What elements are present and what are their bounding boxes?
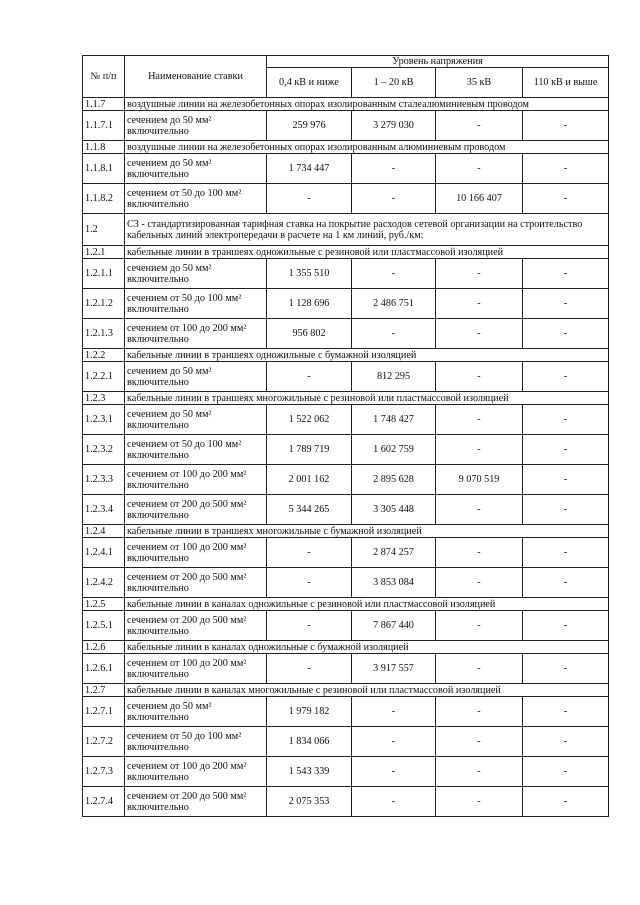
rate-value: 3 305 448 [352, 495, 436, 525]
rate-value: - [267, 568, 352, 598]
rate-value: 2 001 162 [267, 465, 352, 495]
header-level-3: 110 кВ и выше [523, 68, 609, 98]
rate-value: 1 979 182 [267, 697, 352, 727]
rate-value: - [523, 184, 609, 214]
rate-value: - [436, 697, 523, 727]
rate-value: - [523, 495, 609, 525]
table-header [83, 56, 609, 98]
group-title: кабельные линии в каналах многожильные с резиновой или пластмассовой изоляцией [125, 684, 609, 697]
table-body [83, 98, 609, 817]
row-number: 1.2.1.1 [83, 259, 125, 289]
rate-value: 1 355 510 [267, 259, 352, 289]
rate-value: - [523, 319, 609, 349]
row-number: 1.2.2.1 [83, 362, 125, 392]
rate-value: 1 522 062 [267, 405, 352, 435]
row-number: 1.2.6.1 [83, 654, 125, 684]
header-level-2: 35 кВ [436, 68, 523, 98]
row-number: 1.1.8 [83, 141, 125, 154]
rate-value: - [352, 787, 436, 817]
rate-value: - [352, 757, 436, 787]
rate-value: 1 602 759 [352, 435, 436, 465]
row-number: 1.2.1 [83, 246, 125, 259]
rate-name: сечением до 50 мм² включительно [125, 154, 267, 184]
group-row [83, 349, 609, 362]
table-row [83, 289, 609, 319]
rate-value: - [436, 111, 523, 141]
rate-value: 2 895 628 [352, 465, 436, 495]
table-row [83, 435, 609, 465]
row-number: 1.2.6 [83, 641, 125, 654]
rate-value: 3 853 084 [352, 568, 436, 598]
tariff-table [82, 55, 609, 817]
rate-value: - [523, 611, 609, 641]
table-row [83, 319, 609, 349]
row-number: 1.2.7.2 [83, 727, 125, 757]
rate-value: 2 874 257 [352, 538, 436, 568]
header-level-0: 0,4 кВ и ниже [267, 68, 352, 98]
table-row [83, 654, 609, 684]
table-row [83, 259, 609, 289]
row-number: 1.2.1.2 [83, 289, 125, 319]
rate-value: - [436, 435, 523, 465]
rate-name: сечением до 50 мм² включительно [125, 362, 267, 392]
rate-value: - [267, 362, 352, 392]
rate-value: 812 295 [352, 362, 436, 392]
table-row [83, 568, 609, 598]
rate-value: - [523, 405, 609, 435]
table-row [83, 405, 609, 435]
rate-value: - [523, 259, 609, 289]
rate-value: - [523, 289, 609, 319]
section-title: С3 - стандартизированная тарифная ставка на покрытие расходов сетевой организации на строительство кабельных линий электропередачи в расчете на 1 км линий, руб./км: [125, 214, 609, 246]
row-number: 1.1.7.1 [83, 111, 125, 141]
table-row [83, 757, 609, 787]
rate-value: - [352, 154, 436, 184]
group-title: кабельные линии в траншеях многожильные с резиновой или пластмассовой изоляцией [125, 392, 609, 405]
rate-name: сечением до 50 мм² включительно [125, 111, 267, 141]
rate-value: - [352, 727, 436, 757]
group-title: кабельные линии в траншеях одножильные с бумажной изоляцией [125, 349, 609, 362]
rate-value: - [436, 362, 523, 392]
row-number: 1.2.4.2 [83, 568, 125, 598]
rate-value: - [523, 757, 609, 787]
rate-value: 1 128 696 [267, 289, 352, 319]
rate-value: 1 834 066 [267, 727, 352, 757]
rate-value: 1 543 339 [267, 757, 352, 787]
rate-value: - [436, 727, 523, 757]
rate-name: сечением от 50 до 100 мм² включительно [125, 435, 267, 465]
header-num: № п/п [83, 56, 125, 98]
rate-value: - [436, 787, 523, 817]
row-number: 1.2.4 [83, 525, 125, 538]
group-title: кабельные линии в каналах одножильные с резиновой или пластмассовой изоляцией [125, 598, 609, 611]
rate-value: - [523, 435, 609, 465]
rate-value: - [436, 757, 523, 787]
row-number: 1.2.3 [83, 392, 125, 405]
rate-name: сечением от 200 до 500 мм² включительно [125, 611, 267, 641]
row-number: 1.2.7.4 [83, 787, 125, 817]
rate-name: сечением от 50 до 100 мм² включительно [125, 289, 267, 319]
rate-value: 3 917 557 [352, 654, 436, 684]
row-number: 1.2.3.1 [83, 405, 125, 435]
table-row [83, 362, 609, 392]
rate-value: 10 166 407 [436, 184, 523, 214]
row-number: 1.2 [83, 214, 125, 246]
rate-value: - [523, 362, 609, 392]
rate-value: - [523, 697, 609, 727]
rate-value: - [436, 259, 523, 289]
rate-value: - [267, 611, 352, 641]
row-number: 1.2.3.4 [83, 495, 125, 525]
rate-value: - [352, 697, 436, 727]
rate-value: - [436, 289, 523, 319]
rate-name: сечением от 100 до 200 мм² включительно [125, 319, 267, 349]
group-row [83, 684, 609, 697]
table-row [83, 111, 609, 141]
rate-value: - [523, 727, 609, 757]
rate-value: - [523, 654, 609, 684]
rate-value: - [436, 538, 523, 568]
rate-value: - [267, 654, 352, 684]
rate-value: 2 075 353 [267, 787, 352, 817]
row-number: 1.2.7 [83, 684, 125, 697]
rate-value: 3 279 030 [352, 111, 436, 141]
table-row [83, 465, 609, 495]
rate-name: сечением до 50 мм² включительно [125, 259, 267, 289]
rate-value: 9 070 519 [436, 465, 523, 495]
row-number: 1.2.3.2 [83, 435, 125, 465]
row-number: 1.2.2 [83, 349, 125, 362]
group-title: воздушные линии на железобетонных опорах изолированным алюминиевым проводом [125, 141, 609, 154]
rate-value: - [523, 787, 609, 817]
row-number: 1.2.3.3 [83, 465, 125, 495]
rate-value: - [436, 405, 523, 435]
rate-value: - [523, 111, 609, 141]
rate-name: сечением от 50 до 100 мм² включительно [125, 184, 267, 214]
rate-name: сечением до 50 мм² включительно [125, 697, 267, 727]
group-row [83, 598, 609, 611]
row-number: 1.2.1.3 [83, 319, 125, 349]
table-row [83, 154, 609, 184]
rate-name: сечением от 50 до 100 мм² включительно [125, 727, 267, 757]
table-row [83, 184, 609, 214]
rate-name: сечением от 100 до 200 мм² включительно [125, 757, 267, 787]
rate-value: - [436, 319, 523, 349]
rate-value: - [436, 495, 523, 525]
row-number: 1.1.7 [83, 98, 125, 111]
row-number: 1.2.5 [83, 598, 125, 611]
group-row [83, 141, 609, 154]
rate-value: - [523, 568, 609, 598]
header-level-1: 1 – 20 кВ [352, 68, 436, 98]
rate-value: - [436, 611, 523, 641]
table-row [83, 611, 609, 641]
table-row [83, 787, 609, 817]
section-row [83, 214, 609, 246]
rate-value: - [523, 538, 609, 568]
row-number: 1.2.7.1 [83, 697, 125, 727]
rate-value: 259 976 [267, 111, 352, 141]
row-number: 1.2.4.1 [83, 538, 125, 568]
rate-name: сечением от 100 до 200 мм² включительно [125, 465, 267, 495]
table-row [83, 727, 609, 757]
group-title: кабельные линии в каналах одножильные с бумажной изоляцией [125, 641, 609, 654]
group-row [83, 641, 609, 654]
rate-value: 956 802 [267, 319, 352, 349]
group-row [83, 98, 609, 111]
rate-value: - [267, 538, 352, 568]
group-title: кабельные линии в траншеях одножильные с резиновой или пластмассовой изоляцией [125, 246, 609, 259]
rate-value: - [436, 568, 523, 598]
group-title: воздушные линии на железобетонных опорах изолированным сталеалюминиевым проводом [125, 98, 609, 111]
group-row [83, 392, 609, 405]
row-number: 1.1.8.2 [83, 184, 125, 214]
rate-name: сечением от 200 до 500 мм² включительно [125, 787, 267, 817]
group-row [83, 525, 609, 538]
rate-name: сечением от 100 до 200 мм² включительно [125, 538, 267, 568]
header-name: Наименование ставки [125, 56, 267, 98]
header-voltage-level: Уровень напряжения [267, 56, 609, 68]
row-number: 1.2.5.1 [83, 611, 125, 641]
rate-value: - [267, 184, 352, 214]
rate-name: сечением от 200 до 500 мм² включительно [125, 568, 267, 598]
rate-value: 7 867 440 [352, 611, 436, 641]
rate-value: - [352, 184, 436, 214]
row-number: 1.2.7.3 [83, 757, 125, 787]
rate-value: - [352, 259, 436, 289]
rate-name: сечением от 200 до 500 мм² включительно [125, 495, 267, 525]
rate-value: - [523, 465, 609, 495]
rate-value: 5 344 265 [267, 495, 352, 525]
rate-value: - [523, 154, 609, 184]
group-title: кабельные линии в траншеях многожильные с бумажной изоляцией [125, 525, 609, 538]
rate-value: 1 748 427 [352, 405, 436, 435]
table-row [83, 538, 609, 568]
row-number: 1.1.8.1 [83, 154, 125, 184]
table-row [83, 697, 609, 727]
rate-value: 1 734 447 [267, 154, 352, 184]
rate-value: - [436, 654, 523, 684]
rate-value: - [436, 154, 523, 184]
rate-value: - [352, 319, 436, 349]
table-row [83, 495, 609, 525]
rate-name: сечением до 50 мм² включительно [125, 405, 267, 435]
rate-value: 2 486 751 [352, 289, 436, 319]
rate-value: 1 789 719 [267, 435, 352, 465]
group-row [83, 246, 609, 259]
rate-name: сечением от 100 до 200 мм² включительно [125, 654, 267, 684]
